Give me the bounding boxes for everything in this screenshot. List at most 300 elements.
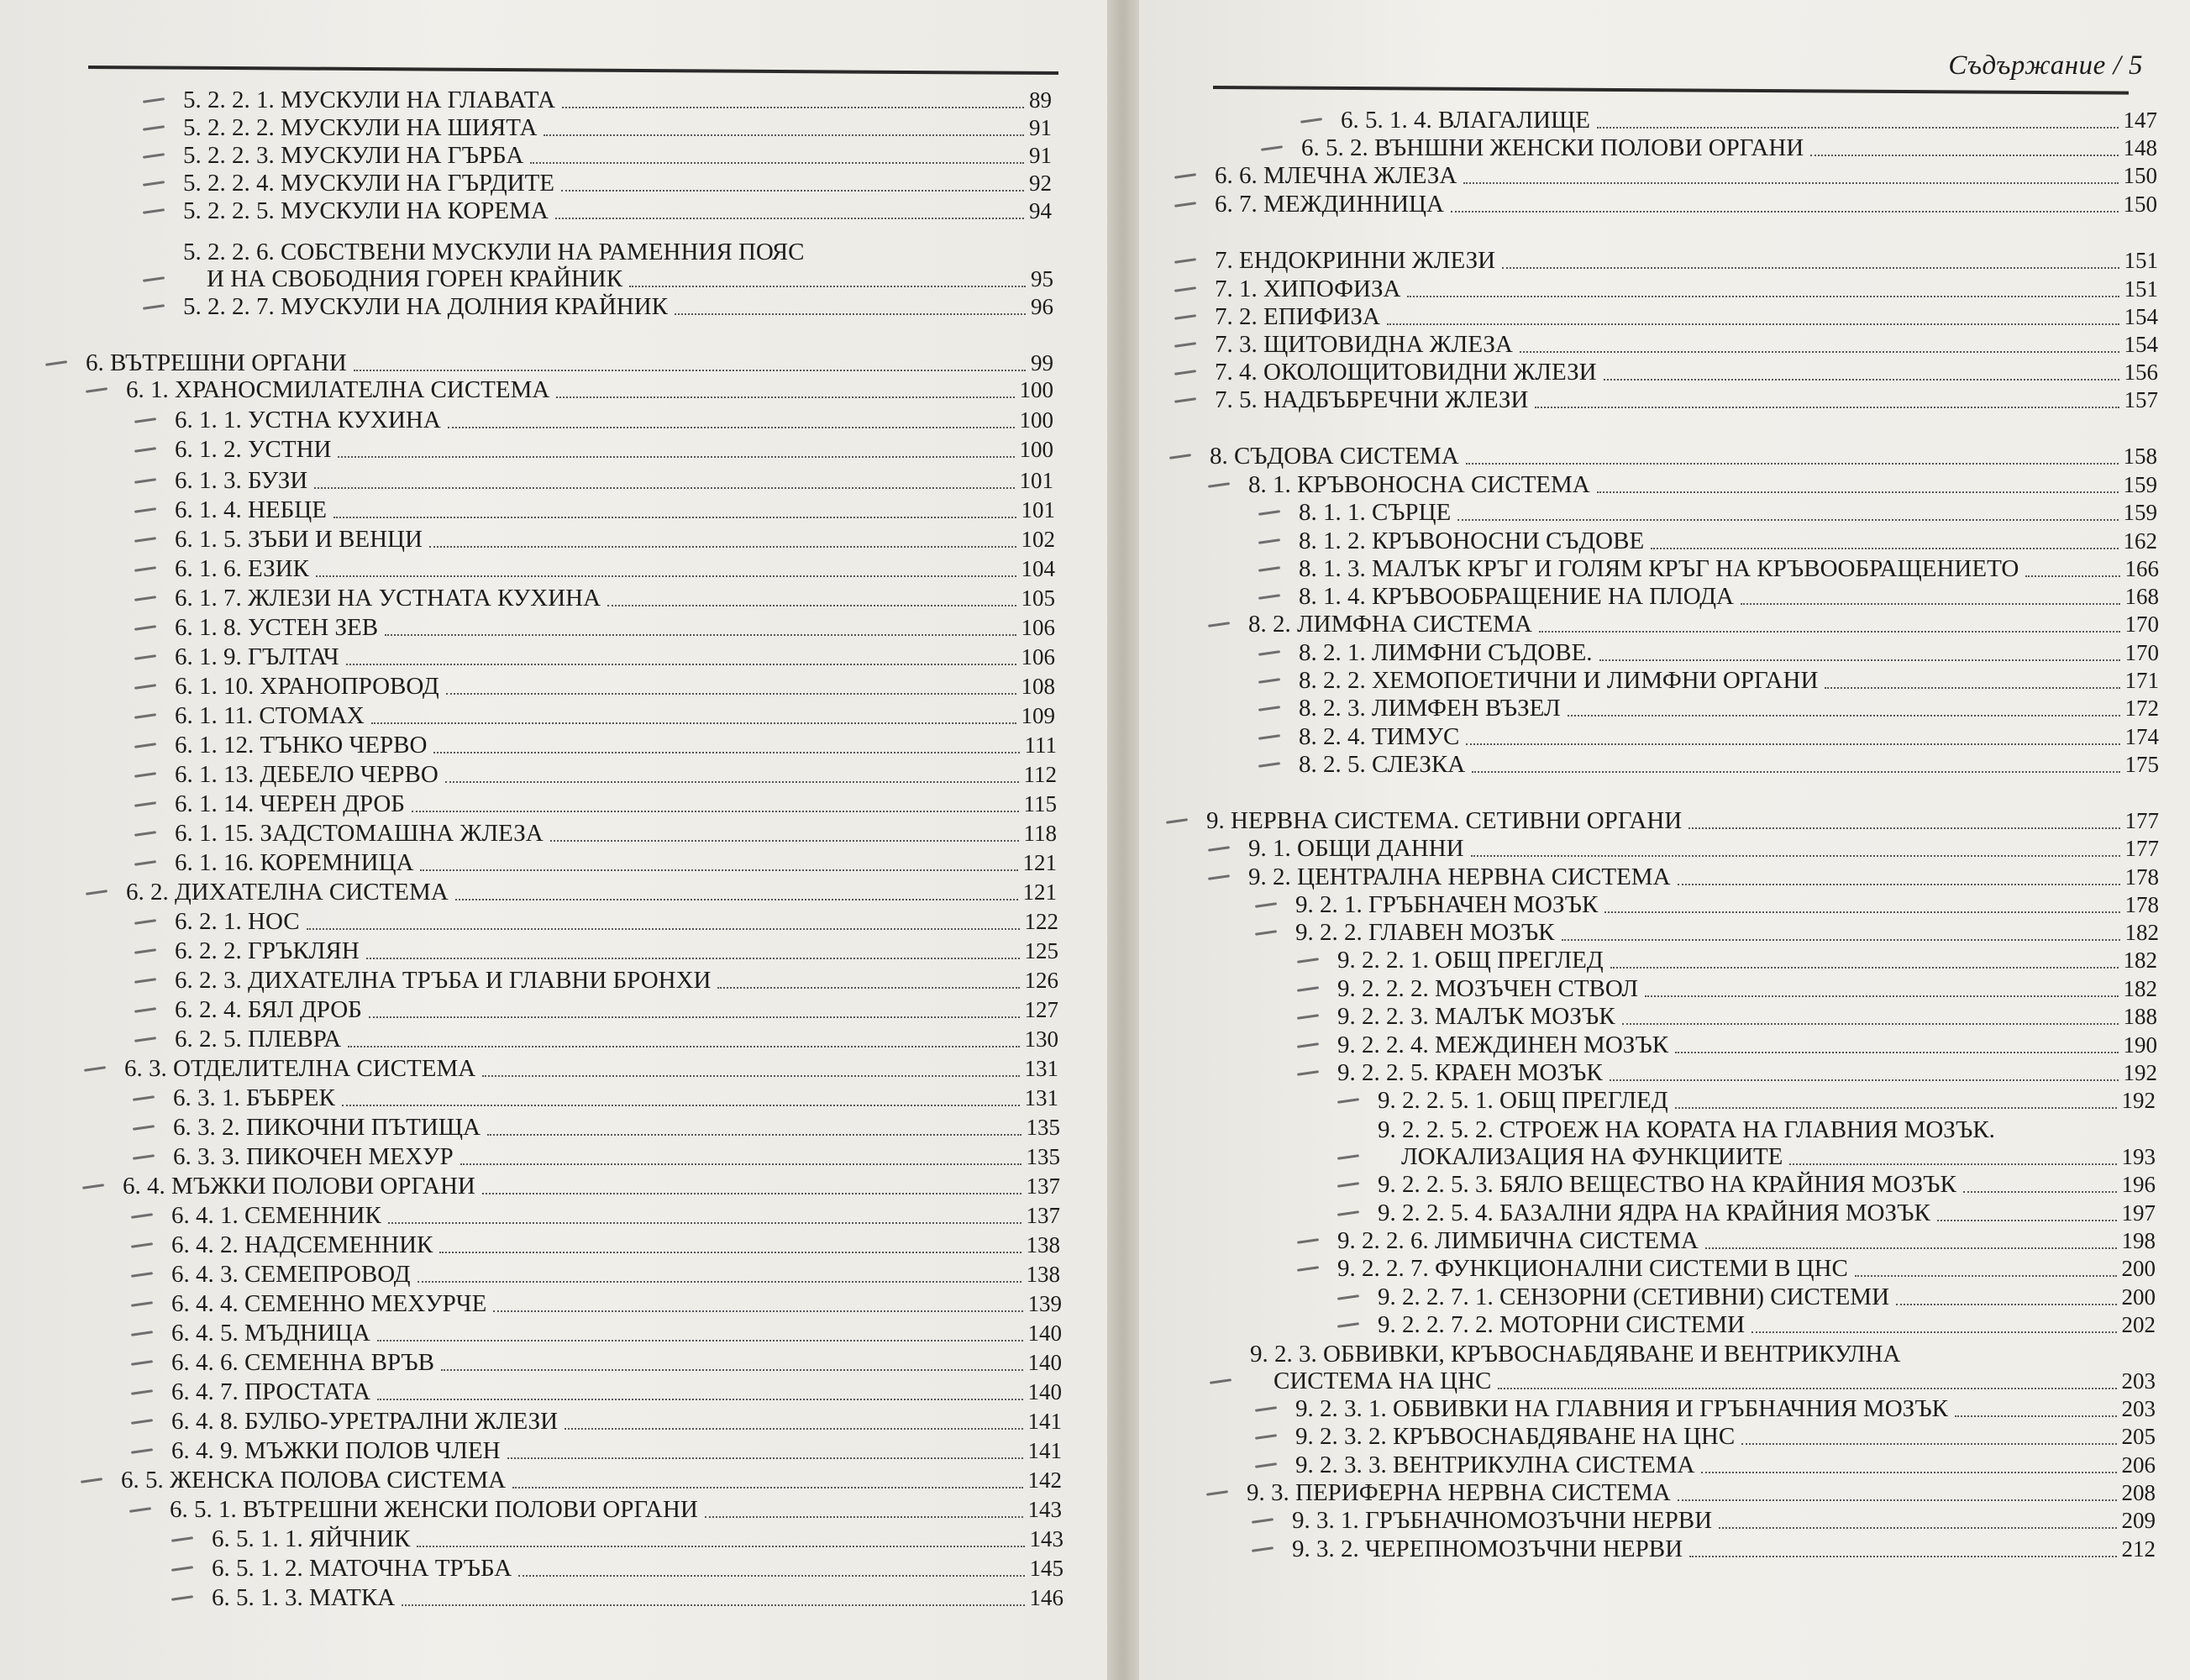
dot-leader	[512, 1486, 1022, 1488]
dot-leader	[460, 1163, 1021, 1165]
toc-entry-page: 141	[1027, 1438, 1062, 1463]
toc-entry-page: 175	[2124, 752, 2159, 777]
toc-entry	[175, 790, 1057, 818]
toc-entry	[1292, 1506, 2156, 1535]
dot-leader	[448, 426, 1015, 428]
pencil-tick-mark	[1258, 706, 1280, 711]
dot-leader	[1610, 966, 2119, 969]
toc-entry	[1299, 694, 2159, 722]
toc-entry	[1299, 582, 2159, 611]
toc-entry	[1378, 1086, 2156, 1115]
toc-entry-title: 9. 3. 2. ЧЕРЕПНОМОЗЪЧНИ НЕРВИ	[1292, 1536, 1683, 1562]
pencil-tick-mark	[134, 447, 156, 453]
toc-entry-page: 118	[1023, 821, 1057, 846]
toc-entry-title: 9. 2. 3. ОБВИВКИ, КРЪВОСНАБДЯВАНЕ И ВЕНТРИКУЛНА	[1250, 1341, 1901, 1368]
toc-entry	[1210, 442, 2157, 470]
toc-entry-title: 6. 4. 6. СЕМЕННА ВРЪВ	[171, 1349, 434, 1376]
pencil-tick-mark	[134, 743, 156, 748]
toc-entry-page: 141	[1027, 1409, 1062, 1434]
dot-leader	[1562, 938, 2120, 941]
dot-leader	[441, 1368, 1023, 1371]
dot-leader	[1597, 126, 2119, 129]
toc-entry-page: 101	[1019, 468, 1053, 493]
toc-entry	[1337, 1226, 2156, 1255]
toc-entry	[1215, 161, 2157, 190]
dot-leader	[369, 1016, 1020, 1018]
toc-entry	[175, 584, 1055, 612]
toc-entry-page: 106	[1021, 615, 1055, 640]
dot-leader	[705, 1515, 1023, 1518]
toc-entry-page: 143	[1027, 1497, 1062, 1522]
dot-leader	[1855, 1274, 2117, 1277]
dot-leader	[420, 869, 1017, 871]
pencil-tick-mark	[171, 1566, 193, 1572]
toc-entry	[1215, 330, 2158, 359]
toc-entry-page: 100	[1019, 377, 1053, 402]
pencil-tick-mark	[134, 1007, 156, 1013]
toc-entry-title: 6. 4. 3. СЕМЕПРОВОД	[171, 1261, 411, 1288]
dot-leader	[1645, 995, 2118, 997]
dot-leader	[446, 692, 1016, 695]
toc-entry-title: 9. 2. 2. 5. 2. СТРОЕЖ НА КОРАТА НА ГЛАВНИЯ МОЗЪК.	[1378, 1116, 1995, 1143]
dot-leader	[487, 1133, 1021, 1136]
toc-entry-page: 106	[1021, 644, 1055, 669]
toc-entry	[171, 1378, 1062, 1406]
toc-entry	[183, 141, 1052, 170]
toc-entry-title: 8. СЪДОВА СИСТЕМА	[1210, 443, 1459, 470]
pencil-tick-mark	[1337, 1154, 1359, 1160]
pencil-tick-mark	[131, 1360, 153, 1366]
toc-entry-title: 9. 2. 2. ГЛАВЕН МОЗЪК	[1295, 919, 1555, 946]
toc-entry-page: 137	[1026, 1173, 1060, 1199]
toc-entry-title-continued: ЛОКАЛИЗАЦИЯ НА ФУНКЦИИТЕ	[1401, 1143, 1783, 1170]
pencil-tick-mark	[45, 360, 67, 366]
toc-entry-title: 6. 5. 1. 3. МАТКА	[212, 1584, 396, 1611]
toc-entry-title: 9. НЕРВНА СИСТЕМА. СЕТИВНИ ОРГАНИ	[1206, 807, 1683, 834]
dot-leader	[1597, 491, 2119, 493]
pencil-tick-mark	[84, 1066, 106, 1072]
toc-entry-page: 202	[2121, 1312, 2156, 1337]
toc-entry	[173, 1113, 1060, 1142]
toc-entry-title: 8. 1. КРЪВОНОСНА СИСТЕМА	[1248, 471, 1590, 498]
pencil-tick-mark	[1255, 1462, 1277, 1468]
toc-entry-page: 140	[1027, 1350, 1062, 1375]
toc-entry-title: 6. 7. МЕЖДИННИЦА	[1215, 191, 1444, 218]
toc-entry	[126, 878, 1057, 906]
dot-leader	[675, 312, 1026, 315]
toc-entry-page: 203	[2121, 1396, 2156, 1421]
toc-entry-title: 6. 2. ДИХАТЕЛНА СИСТЕМА	[126, 879, 449, 906]
toc-entry	[1295, 1451, 2156, 1479]
pencil-tick-mark	[1297, 1042, 1319, 1048]
toc-entry-page: 146	[1029, 1585, 1063, 1610]
toc-entry	[175, 554, 1055, 583]
pencil-tick-mark	[131, 1301, 153, 1307]
toc-entry-page: 102	[1021, 527, 1055, 552]
toc-entry-page: 212	[2121, 1536, 2156, 1562]
toc-entry-title: 8. 1. 1. СЪРЦЕ	[1299, 499, 1452, 526]
toc-entry	[1337, 1031, 2157, 1059]
pencil-tick-mark	[82, 1184, 104, 1189]
toc-entry	[1378, 1283, 2156, 1311]
pencil-tick-mark	[1258, 678, 1280, 684]
running-header: Съдържание / 5	[1948, 50, 2143, 81]
toc-entry	[126, 375, 1053, 404]
toc-entry	[1215, 358, 2158, 386]
toc-entry-page: 140	[1027, 1379, 1062, 1404]
toc-entry	[171, 1201, 1060, 1230]
toc-entry-page: 150	[2123, 192, 2157, 217]
toc-entry-page: 94	[1029, 198, 1052, 223]
pencil-tick-mark	[134, 1037, 156, 1042]
dot-leader	[439, 1251, 1021, 1253]
toc-entry-title-continued: И НА СВОБОДНИЯ ГОРЕН КРАЙНИК	[207, 265, 623, 292]
toc-entry	[175, 672, 1055, 701]
toc-entry-page: 188	[2123, 1004, 2157, 1029]
toc-entry	[1247, 1478, 2156, 1507]
toc-entry	[1215, 275, 2158, 303]
toc-entry-title: 8. 2. ЛИМФНА СИСТЕМА	[1248, 611, 1532, 638]
toc-entry	[1337, 1058, 2157, 1087]
dot-leader	[429, 545, 1016, 548]
toc-entry	[171, 1289, 1062, 1318]
toc-entry-title: 6. 1. 3. БУЗИ	[175, 467, 308, 494]
toc-entry-page: 197	[2121, 1200, 2156, 1226]
dot-leader	[1535, 406, 2119, 408]
pencil-tick-mark	[133, 1095, 155, 1101]
toc-entry	[1215, 386, 2158, 414]
toc-right-column	[1139, 0, 2190, 1680]
toc-entry	[175, 406, 1053, 434]
pencil-tick-mark	[1208, 622, 1230, 627]
toc-entry-page: 162	[2123, 528, 2157, 554]
pencil-tick-mark	[134, 566, 156, 572]
toc-entry	[1378, 1310, 2156, 1339]
dot-leader	[1963, 1190, 2117, 1193]
toc-entry	[212, 1583, 1063, 1612]
toc-entry	[1248, 470, 2157, 499]
toc-entry-page: 111	[1024, 732, 1057, 758]
dot-leader	[1502, 266, 2119, 269]
pencil-tick-mark	[171, 1595, 193, 1601]
toc-entry	[171, 1260, 1060, 1289]
pencil-tick-mark	[1297, 958, 1319, 963]
pencil-tick-mark	[1174, 342, 1196, 348]
toc-entry-page: 135	[1026, 1144, 1060, 1169]
toc-entry-page: 151	[2124, 276, 2158, 302]
dot-leader	[1896, 1303, 2116, 1305]
toc-entry-title: 6. 4. 8. БУЛБО-УРЕТРАЛНИ ЖЛЕЗИ	[171, 1408, 559, 1435]
toc-entry-title: 6. 1. 7. ЖЛЕЗИ НА УСТНАТА КУХИНА	[175, 585, 601, 612]
pencil-tick-mark	[1337, 1210, 1359, 1216]
toc-entry-title: 9. 2. 2. 2. МОЗЪЧЕН СТВОЛ	[1337, 975, 1639, 1002]
dot-leader	[1466, 743, 2119, 745]
toc-entry	[1215, 246, 2158, 275]
toc-entry-page: 137	[1026, 1203, 1060, 1228]
toc-entry	[175, 907, 1058, 936]
toc-entry-title: 9. 2. 2. 7. 2. МОТОРНИ СИСТЕМИ	[1378, 1311, 1746, 1338]
toc-entry	[1299, 554, 2159, 583]
dot-leader	[1610, 1079, 2119, 1081]
toc-entry-title: 6. 1. 8. УСТЕН ЗЕВ	[175, 614, 379, 641]
toc-entry-page: 196	[2121, 1172, 2156, 1197]
pencil-tick-mark	[1166, 818, 1188, 824]
dot-leader	[1955, 1415, 2116, 1417]
dot-leader	[388, 1221, 1021, 1224]
toc-entry-title: 9. 2. 2. 1. ОБЩ ПРЕГЛЕД	[1337, 947, 1604, 974]
pencil-tick-mark	[1174, 397, 1196, 403]
toc-entry-title: 5. 2. 2. 5. МУСКУЛИ НА КОРЕМА	[183, 197, 549, 224]
toc-entry-title: 9. 2. ЦЕНТРАЛНА НЕРВНА СИСТЕМА	[1248, 864, 1671, 890]
dot-leader	[1789, 1163, 2116, 1165]
toc-entry-page: 154	[2124, 332, 2158, 357]
toc-entry	[175, 466, 1053, 495]
dot-leader	[1741, 1442, 2116, 1445]
pencil-tick-mark	[1297, 1014, 1319, 1020]
pencil-tick-mark	[134, 948, 156, 954]
toc-entry-page: 182	[2123, 976, 2157, 1001]
toc-entry	[1341, 106, 2157, 134]
toc-entry-page: 200	[2121, 1284, 2156, 1310]
pencil-tick-mark	[134, 654, 156, 660]
toc-entry	[1299, 666, 2159, 695]
pencil-tick-mark	[1258, 734, 1280, 740]
pencil-tick-mark	[134, 596, 156, 601]
toc-entry-title: 6. 2. 3. ДИХАТЕЛНА ТРЪБА И ГЛАВНИ БРОНХИ	[175, 967, 712, 994]
toc-entry	[1206, 806, 2159, 835]
toc-entry-page: 192	[2121, 1088, 2156, 1113]
toc-entry-page: 182	[2123, 948, 2157, 973]
toc-entry-page: 200	[2121, 1256, 2156, 1281]
toc-entry-title: 6. 1. 4. НЕБЦЕ	[175, 496, 327, 523]
toc-entry-title: 6. 1. 9. ГЪЛТАЧ	[175, 643, 339, 670]
dot-leader	[1498, 1387, 2116, 1389]
toc-entry-title: 8. 1. 2. КРЪВОНОСНИ СЪДОВЕ	[1299, 528, 1645, 554]
toc-entry	[1337, 946, 2157, 974]
pencil-tick-mark	[134, 713, 156, 719]
toc-entry-page: 121	[1022, 850, 1057, 875]
pencil-tick-mark	[1255, 1406, 1277, 1412]
pencil-tick-mark	[1174, 258, 1196, 264]
toc-entry-title: 9. 2. 2. 5. 4. БАЗАЛНИ ЯДРА НА КРАЙНИЯ МОЗЪК	[1378, 1200, 1930, 1226]
toc-entry-page: 192	[2123, 1060, 2157, 1085]
toc-entry-title: 6. 4. 7. ПРОСТАТА	[171, 1378, 370, 1405]
toc-entry-title: 8. 1. 3. МАЛЪК КРЪГ И ГОЛЯМ КРЪГ НА КРЪВООБРАЩЕНИЕТО	[1299, 555, 2019, 582]
toc-entry-page: 166	[2124, 556, 2159, 581]
pencil-tick-mark	[143, 304, 165, 310]
pencil-tick-mark	[131, 1242, 153, 1248]
toc-entry	[1292, 1535, 2156, 1563]
toc-entry-page: 171	[2124, 668, 2159, 693]
toc-entry	[1337, 974, 2157, 1003]
toc-entry	[1378, 1170, 2156, 1199]
pencil-tick-mark	[1261, 145, 1283, 151]
toc-entry-page: 92	[1029, 171, 1052, 196]
toc-entry	[175, 966, 1058, 995]
toc-entry-page: 91	[1029, 115, 1052, 140]
dot-leader	[1457, 518, 2118, 521]
dot-leader	[1825, 686, 2119, 689]
toc-entry	[212, 1554, 1063, 1583]
toc-entry-page: 130	[1024, 1026, 1058, 1052]
toc-entry-page: 100	[1019, 437, 1053, 462]
toc-entry-title: 9. 2. 2. 3. МАЛЪК МОЗЪК	[1337, 1003, 1615, 1030]
pencil-tick-mark	[1255, 902, 1277, 908]
dot-leader	[342, 1104, 1020, 1106]
toc-entry	[175, 701, 1055, 730]
toc-entry-title: 5. 2. 2. 1. МУСКУЛИ НА ГЛАВАТА	[183, 87, 556, 113]
toc-entry	[175, 525, 1055, 554]
pencil-tick-mark	[133, 1125, 155, 1131]
toc-entry-title: 6. 4. 1. СЕМЕННИК	[171, 1202, 381, 1229]
toc-entry-page: 170	[2124, 640, 2159, 665]
toc-entry-title: 6. 3. 3. ПИКОЧЕН МЕХУР	[173, 1143, 454, 1170]
toc-entry-page: 148	[2123, 135, 2157, 160]
toc-entry-title: 8. 2. 4. ТИМУС	[1299, 723, 1460, 750]
dot-leader	[1471, 854, 2120, 857]
toc-entry	[183, 292, 1053, 321]
dot-leader	[338, 455, 1014, 458]
toc-entry-title: 6. 1. 16. КОРЕМНИЦА	[175, 849, 414, 876]
dot-leader	[307, 927, 1020, 930]
dot-leader	[1719, 1526, 2116, 1529]
toc-entry-title: 6. 5. 1. 1. ЯЙЧНИК	[212, 1525, 411, 1552]
toc-entry	[1337, 1254, 2156, 1283]
dot-leader	[482, 1074, 1019, 1077]
pencil-tick-mark	[1252, 1518, 1274, 1524]
toc-entry-page: 159	[2123, 500, 2157, 525]
pencil-tick-mark	[131, 1448, 153, 1454]
pencil-tick-mark	[1337, 1322, 1359, 1328]
dot-leader	[1604, 378, 2119, 381]
toc-entry-title: 6. 4. 2. НАДСЕМЕННИК	[171, 1231, 433, 1258]
toc-entry-title: 8. 2. 1. ЛИМФНИ СЪДОВЕ.	[1299, 639, 1593, 666]
toc-entry	[124, 1054, 1058, 1083]
toc-entry-page: 170	[2124, 612, 2159, 637]
toc-entry-page: 131	[1024, 1085, 1058, 1110]
dot-leader	[402, 1604, 1024, 1606]
dot-leader	[550, 839, 1019, 842]
toc-entry-title: 9. 2. 2. 7. ФУНКЦИОНАЛНИ СИСТЕМИ В ЦНС	[1337, 1255, 1848, 1282]
toc-entry	[171, 1319, 1062, 1347]
dot-leader	[377, 1398, 1023, 1400]
toc-entry-title: 6. 1. 14. ЧЕРЕН ДРОБ	[175, 790, 405, 817]
toc-entry	[1295, 1394, 2156, 1423]
toc-entry	[175, 1025, 1058, 1053]
toc-entry-title: 9. 2. 2. 7. 1. СЕНЗОРНИ (СЕТИВНИ) СИСТЕМИ	[1378, 1284, 1890, 1310]
toc-entry-title-continued: СИСТЕМА НА ЦНС	[1274, 1368, 1492, 1394]
pencil-tick-mark	[131, 1419, 153, 1425]
toc-entry-title: 5. 2. 2. 3. МУСКУЛИ НА ГЪРБА	[183, 142, 524, 169]
dot-leader	[1675, 1106, 2117, 1109]
pencil-tick-mark	[1174, 173, 1196, 179]
toc-entry-title: 5. 2. 2. 7. МУСКУЛИ НА ДОЛНИЯ КРАЙНИК	[183, 293, 668, 320]
toc-entry-title: 9. 2. 2. 5. 1. ОБЩ ПРЕГЛЕД	[1378, 1087, 1668, 1114]
pencil-tick-mark	[1206, 1490, 1228, 1496]
toc-entry	[1215, 302, 2158, 331]
pencil-tick-mark	[133, 1154, 155, 1160]
toc-entry-title: 5. 2. 2. 6. СОБСТВЕНИ МУСКУЛИ НА РАМЕННИЯ ПОЯС	[183, 239, 805, 265]
toc-entry-title: 6. 1. 11. СТОМАХ	[175, 702, 365, 729]
toc-entry-title: 6. 1. 6. ЕЗИК	[175, 555, 309, 582]
toc-entry-page: 100	[1019, 407, 1053, 433]
toc-entry-title: 8. 2. 3. ЛИМФЕН ВЪЗЕЛ	[1299, 695, 1561, 722]
dot-leader	[1568, 714, 2120, 717]
dot-leader	[1705, 1247, 2117, 1249]
dot-leader	[1741, 602, 2120, 605]
toc-entry-page: 95	[1031, 266, 1053, 291]
toc-entry-page: 122	[1024, 909, 1058, 934]
toc-entry-page: 108	[1021, 674, 1055, 699]
toc-entry-title: 7. 5. НАДБЪБРЕЧНИ ЖЛЕЗИ	[1215, 386, 1529, 413]
dot-leader	[1604, 911, 2119, 913]
toc-entry	[121, 1466, 1062, 1494]
toc-entry-title: 9. 2. 3. 2. КРЪВОСНАБДЯВАНЕ НА ЦНС	[1295, 1423, 1736, 1450]
toc-entry	[175, 643, 1055, 671]
toc-entry	[173, 1084, 1058, 1112]
dot-leader	[385, 633, 1016, 636]
pencil-tick-mark	[134, 537, 156, 543]
dot-leader	[1463, 181, 2118, 184]
pencil-tick-mark	[1208, 874, 1230, 880]
dot-leader	[2025, 575, 2119, 577]
pencil-tick-mark	[86, 387, 108, 393]
toc-entry-title: 6. 1. 5. ЗЪБИ И ВЕНЦИ	[175, 526, 423, 553]
pencil-tick-mark	[1258, 650, 1280, 656]
pencil-tick-mark	[134, 801, 156, 807]
dot-leader	[607, 604, 1016, 606]
toc-entry-page: 190	[2123, 1032, 2157, 1058]
toc-entry-title: 7. 2. ЕПИФИЗА	[1215, 303, 1380, 330]
toc-entry-title: 6. ВЪТРЕШНИ ОРГАНИ	[86, 349, 347, 376]
toc-entry-page: 147	[2123, 108, 2157, 133]
dot-leader	[1407, 295, 2119, 297]
pencil-tick-mark	[143, 125, 165, 131]
pencil-tick-mark	[134, 507, 156, 513]
toc-entry-title: 6. 1. 15. ЗАДСТОМАШНА ЖЛЕЗА	[175, 820, 544, 847]
pencil-tick-mark	[1210, 1378, 1232, 1384]
toc-entry-page: 209	[2121, 1508, 2156, 1533]
dot-leader	[1678, 1499, 2117, 1501]
toc-entry	[1299, 498, 2157, 527]
toc-entry-page: 138	[1026, 1262, 1060, 1287]
toc-entry-title: 9. 2. 2. 6. ЛИМБИЧНА СИСТЕМА	[1337, 1227, 1699, 1254]
toc-entry-title: 9. 2. 3. 3. ВЕНТРИКУЛНА СИСТЕМА	[1295, 1452, 1695, 1478]
toc-entry-page: 142	[1027, 1467, 1062, 1493]
toc-entry-title: 9. 2. 2. 4. МЕЖДИНЕН МОЗЪК	[1337, 1032, 1669, 1058]
pencil-tick-mark	[143, 181, 165, 186]
toc-entry-title: 6. 2. 4. БЯЛ ДРОБ	[175, 996, 362, 1023]
toc-entry-title: 6. 4. МЪЖКИ ПОЛОВИ ОРГАНИ	[123, 1173, 475, 1200]
pencil-tick-mark	[1174, 286, 1196, 292]
pencil-tick-mark	[134, 478, 156, 484]
toc-entry	[1299, 638, 2159, 667]
toc-entry-title: 6. 5. 1. ВЪТРЕШНИ ЖЕНСКИ ПОЛОВИ ОРГАНИ	[170, 1496, 698, 1523]
toc-entry-title: 6. 5. 2. ВЪНШНИ ЖЕНСКИ ПОЛОВИ ОРГАНИ	[1301, 134, 1804, 161]
toc-entry-page: 140	[1027, 1320, 1062, 1346]
dot-leader	[1451, 210, 2119, 213]
toc-entry	[86, 349, 1053, 377]
toc-entry-page: 193	[2121, 1144, 2156, 1169]
dot-leader	[455, 898, 1018, 900]
toc-entry	[175, 819, 1057, 848]
toc-entry	[171, 1436, 1062, 1465]
toc-entry-page: 151	[2124, 248, 2158, 273]
toc-entry-title: 6. 5. 1. 4. ВЛАГАЛИЩЕ	[1341, 107, 1590, 134]
toc-entry-title: 6. 4. 9. МЪЖКИ ПОЛОВ ЧЛЕН	[171, 1437, 501, 1464]
pencil-tick-mark	[134, 919, 156, 925]
dot-leader	[1472, 770, 2119, 773]
